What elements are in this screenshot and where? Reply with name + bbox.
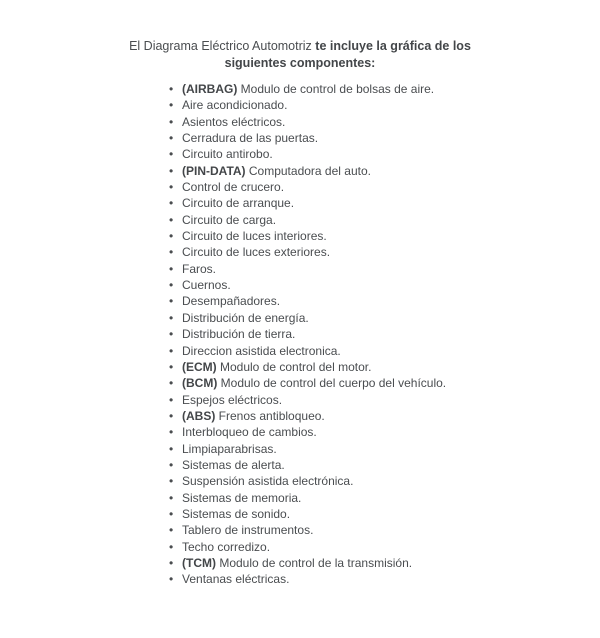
list-item-text: Aire acondicionado. (182, 98, 288, 113)
list-item (182, 506, 600, 522)
list-item (182, 359, 600, 375)
list-item-text: Circuito de carga. (182, 212, 277, 227)
list-item-text: Modulo de control de la transmisión. (219, 555, 413, 570)
list-item-text: Espejos eléctricos. (182, 392, 283, 407)
list-item (182, 81, 600, 97)
list-item (182, 212, 600, 228)
list-item (182, 441, 600, 457)
list-item-bold-prefix: (AIRBAG) (182, 82, 241, 96)
list-item (182, 555, 600, 571)
list-item-text: Modulo de control del motor. (220, 359, 372, 374)
list-item-text: Circuito de arranque. (182, 196, 295, 211)
list-item-bold-prefix: (BCM) (182, 376, 221, 391)
list-item (182, 163, 600, 179)
list-item-text: Distribución de energía. (182, 310, 309, 325)
component-list (0, 81, 600, 588)
list-item (182, 522, 600, 538)
list-item (182, 392, 600, 408)
list-item (182, 228, 600, 244)
page-title-bold: te incluye la gráfica de los siguientes componentes: (224, 39, 471, 70)
list-item (182, 114, 600, 130)
list-item (182, 97, 600, 113)
list-item (182, 424, 600, 440)
list-item-text: Limpiaparabrisas. (182, 441, 277, 456)
list-item (182, 457, 600, 473)
list-item-bold-prefix: (PIN-DATA) (182, 163, 249, 178)
list-item (182, 244, 600, 260)
list-item-text: Sistemas de memoria. (182, 490, 302, 505)
list-item-text: Modulo de control de bolsas de aire. (240, 82, 435, 96)
list-item (182, 408, 600, 424)
list-item-text: Circuito de luces interiores. (182, 229, 327, 244)
list-item (182, 179, 600, 195)
list-item-text: Distribución de tierra. (182, 327, 296, 342)
list-item (182, 539, 600, 555)
list-item-text: Circuito de luces exteriores. (182, 245, 331, 260)
document-page (0, 38, 600, 638)
list-item-text: Modulo de control del cuerpo del vehículo. (220, 376, 447, 391)
list-item (182, 326, 600, 342)
list-item-text: Circuito antirobo. (182, 147, 273, 162)
list-item (182, 473, 600, 489)
list-item-text: Control de crucero. (182, 180, 285, 195)
list-item-text: Cerradura de las puertas. (182, 131, 319, 146)
list-item (182, 490, 600, 506)
list-item-text: Sistemas de alerta. (182, 457, 285, 472)
list-item (182, 343, 600, 359)
list-item-text: Direccion asistida electronica. (182, 343, 341, 358)
list-item-text: Frenos antibloqueo. (218, 408, 325, 423)
list-item-text: Asientos eléctricos. (182, 114, 286, 129)
list-item-text: Techo corredizo. (182, 539, 271, 554)
list-item-text: Suspensión asistida electrónica. (182, 474, 354, 489)
list-item-text: Tablero de instrumentos. (182, 523, 314, 538)
list-item (182, 293, 600, 309)
list-item-bold-prefix: (TCM) (182, 555, 220, 570)
page-title-regular: El Diagrama Eléctrico Automotriz (129, 39, 316, 53)
list-item (182, 310, 600, 326)
list-item (182, 277, 600, 293)
list-item (182, 195, 600, 211)
list-item-text: Sistemas de sonido. (182, 506, 291, 521)
list-item-bold-prefix: (ABS) (182, 408, 219, 423)
list-item-text: Ventanas eléctricas. (182, 572, 290, 587)
list-item-text: Desempañadores. (182, 294, 281, 309)
list-item (182, 146, 600, 162)
list-item (182, 261, 600, 277)
list-item (182, 571, 600, 587)
list-item (182, 375, 600, 391)
list-item-text: Faros. (182, 261, 217, 276)
list-item (182, 130, 600, 146)
page-title (115, 38, 485, 72)
list-item-text: Cuernos. (182, 278, 231, 293)
list-item-bold-prefix: (ECM) (182, 359, 220, 374)
list-item-text: Interbloqueo de cambios. (182, 425, 317, 440)
list-item-text: Computadora del auto. (248, 163, 371, 178)
